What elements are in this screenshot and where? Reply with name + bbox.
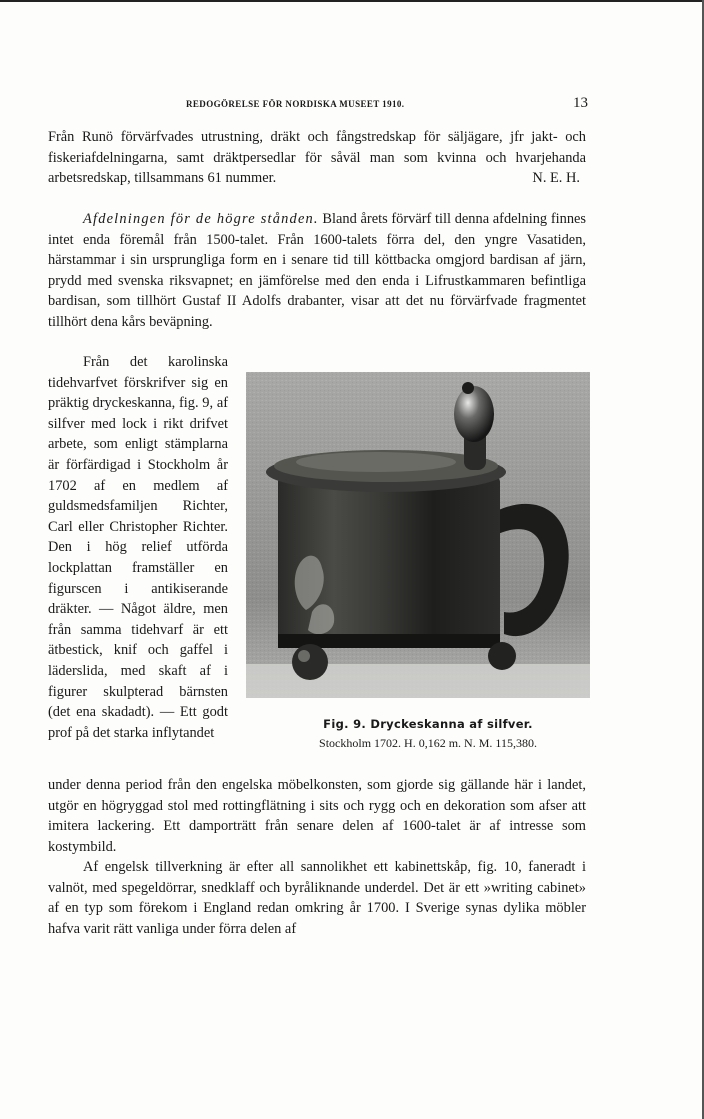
scan-border-top — [0, 0, 704, 2]
paragraph-carolean-column — [48, 352, 228, 743]
paragraph-higher-estates-text: Bland årets förvärf till denna afdelning finnes intet enda föremål från 1500-talet. Från 1600-talets förra del, den yngre Vasatiden, härstammar i sin ursprungliga form en i senare tid till köttbacka omgjord bardisan af järn, prydd med svenska riksvapnet; en jämförelse med den enda i Lifrustkammaren befintliga bardisan, som tillhört Gustaf II Adolfs drabanter, visar att det nu förvärfvade fragmentet tillhört dena kårs beväpning. — [48, 211, 586, 330]
page-number: 13 — [573, 95, 588, 111]
figure-caption-title: Fig. 9. Dryckeskanna af silfver. — [323, 717, 533, 731]
paragraph-carolean-text: Från det karolinska tidehvarfvet förskrifver sig en präktig dryckeskanna, fig. 9, af silfver med lock i rikt drifvet arbete, som enligt stämplarna är förfärdigad i Stockholm år 1702 af en medlem af guldsmedsfamiljen Richter, Carl eller Christopher Richter. Den i hög relief utförda lockplattan framställer en figurscen i antikiserande dräkter. — Något äldre, men från samma tidehvarf är ett ätbestick, knif och gaffel i läderslida, med skaft af i figurer skulpterad bärnsten (det ena skadadt). — Ett godt prof på det starka inflytandet — [48, 354, 228, 741]
paragraph-runo-text: Från Runö förvärfvades utrustning, dräkt och fångstredskap för säljägare, jfr jakt- och fiskeriafdelningarna, samt dräktpersedlar för såväl man som kvinna och hvarjehanda arbetsredskap, tillsammans 61 nummer. — [48, 129, 586, 187]
section-title: Afdelningen för de högre stånden. — [83, 211, 319, 227]
paragraph-carolean-continued — [48, 775, 586, 857]
tankard-foot-right — [488, 642, 516, 670]
paragraph-english-cabinet-text: Af engelsk tillverkning är efter all sannolikhet ett kabinettskåp, fig. 10, faneradt i valnöt, med spegeldörrar, snedklaff och byråliknande underdel. Det är ett »writing cabinet» af en typ som förekom i England redan omkring år 1700. I Sverige synas dylika möbler hafva varit rätt vanliga under förra delen af — [48, 859, 586, 937]
page-header — [48, 95, 588, 115]
paragraph-carolean-continued-text: under denna period från den engelska möbelkonsten, som gjorde sig gällande här i landet, utgör en högryggad stol med rottingflätning i sits och rygg och en dekoration som afser att imitera lackering. Ett damporträtt från senare delen af 1600-talet är af intresse som kostymbild. — [48, 777, 586, 855]
tankard-foot-left — [292, 644, 328, 680]
paragraph-runo — [48, 127, 586, 189]
author-signature: N. E. H. — [532, 170, 580, 187]
figure-tankard-photo — [246, 372, 590, 698]
running-head: REDOGÖRELSE FÖR NORDISKA MUSEET 1910. — [186, 99, 405, 109]
paragraph-higher-estates — [48, 209, 586, 333]
paragraph-english-cabinet — [48, 857, 586, 939]
tankard-thumbpiece — [454, 386, 494, 442]
figure-caption-details: Stockholm 1702. H. 0,162 m. N. M. 115,380. — [319, 736, 537, 750]
